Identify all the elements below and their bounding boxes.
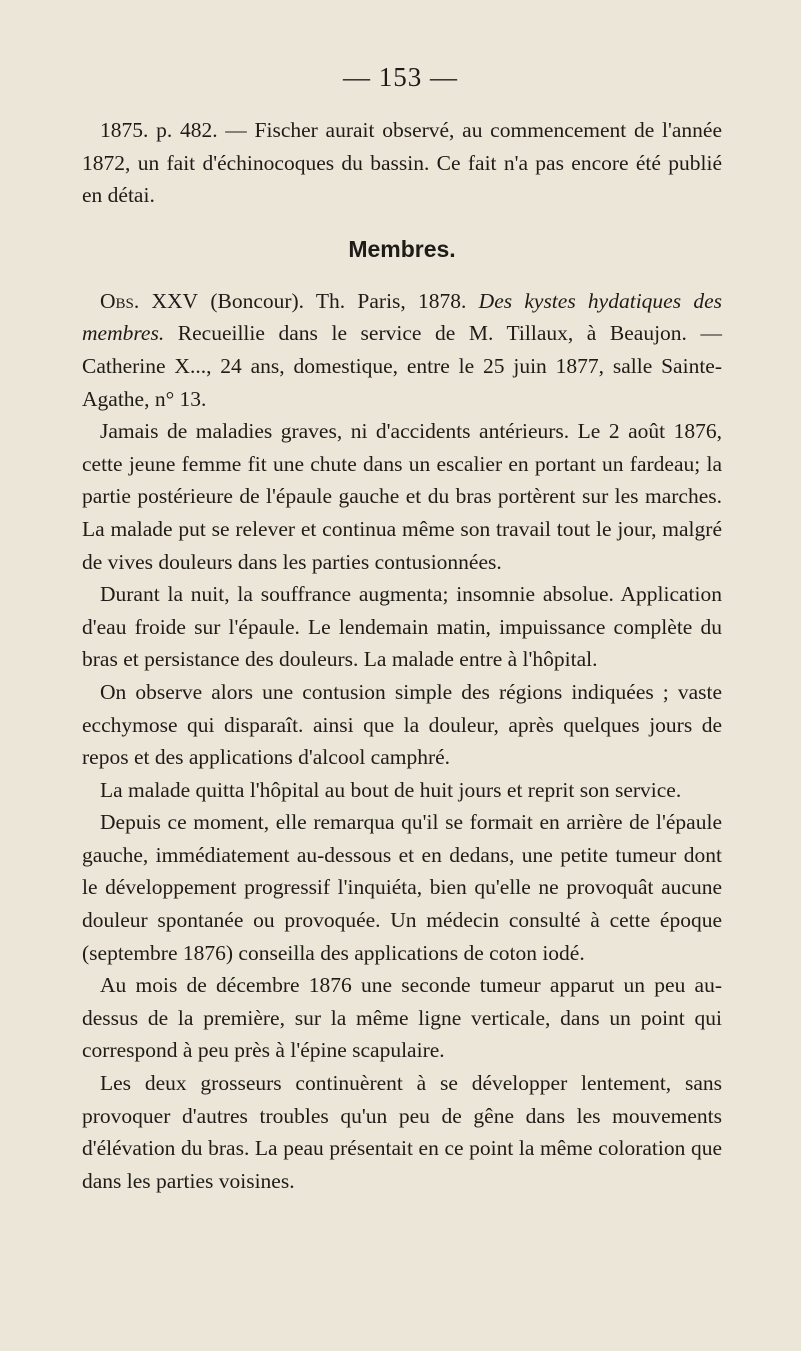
body-paragraph: La malade quitta l'hôpital au bout de huit jours et reprit son service.	[100, 777, 682, 802]
section-title: Membres.	[348, 235, 456, 262]
observation-header	[82, 285, 722, 415]
body-paragraph: Les deux grosseurs continuèrent à se développer lentement, sans provoquer d'autres troubles qu'un peu de gêne dans les mouvements d'élévation du bras. La peau présentait en ce point la même coloration que dans les parties voisines.	[82, 1071, 722, 1193]
observation-ref-end: Recueillie dans le service de M. Tillaux, à Beaujon. — Catherine X..., 24 ans, domestique, entre le 25 juin 1877, salle Sainte-Agathe, n° 13.	[82, 321, 722, 411]
body-paragraph: Jamais de maladies graves, ni d'accidents antérieurs. Le 2 août 1876, cette jeune femme fit une chute dans un escalier en portant un fardeau; la partie postérieure de l'épaule gauche et du bras portèrent sur les marches. La malade put se relever et continua même son travail tout le jour, malgré de vives douleurs dans les parties contusionnées.	[82, 419, 722, 574]
observation-label: Obs. XXV	[100, 288, 199, 313]
body-paragraph: On observe alors une contusion simple des régions indiquées ; vaste ecchymose qui disparaît. ainsi que la douleur, après quelques jours de repos et des applications d'alcool camphré.	[82, 679, 722, 770]
body-paragraph: Depuis ce moment, elle remarqua qu'il se formait en arrière de l'épaule gauche, immédiatement au-dessous et en dedans, une petite tumeur dont le développement progressif l'inquiéta, bien qu'elle ne provoquât aucune douleur spontanée ou provoquée. Un médecin consulté à cette époque (septembre 1876) conseilla des applications de coton iodé.	[82, 810, 722, 965]
body-paragraph: Durant la nuit, la souffrance augmenta; insomnie absolue. Application d'eau froide sur l'épaule. Le lendemain matin, impuissance complète du bras et persistance des douleurs. La malade entre à l'hôpital.	[82, 582, 722, 672]
page-body	[82, 114, 722, 1197]
intro-paragraph: 1875. p. 482. — Fischer aurait observé, au commencement de l'année 1872, un fait d'échinocoques du bassin. Ce fait n'a pas encore été publié en détai.	[82, 118, 722, 208]
page-number-header: — 153 —	[343, 62, 458, 92]
body-paragraph: Au mois de décembre 1876 une seconde tumeur apparut un peu au-dessus de la première, sur la même ligne verticale, dans un point qui correspond à peu près à l'épine scapulaire.	[82, 973, 722, 1063]
observation-ref-start: (Boncour). Th. Paris, 1878.	[198, 288, 479, 313]
observation-ref-title: Des kystes hydatiques des membres.	[82, 288, 722, 346]
